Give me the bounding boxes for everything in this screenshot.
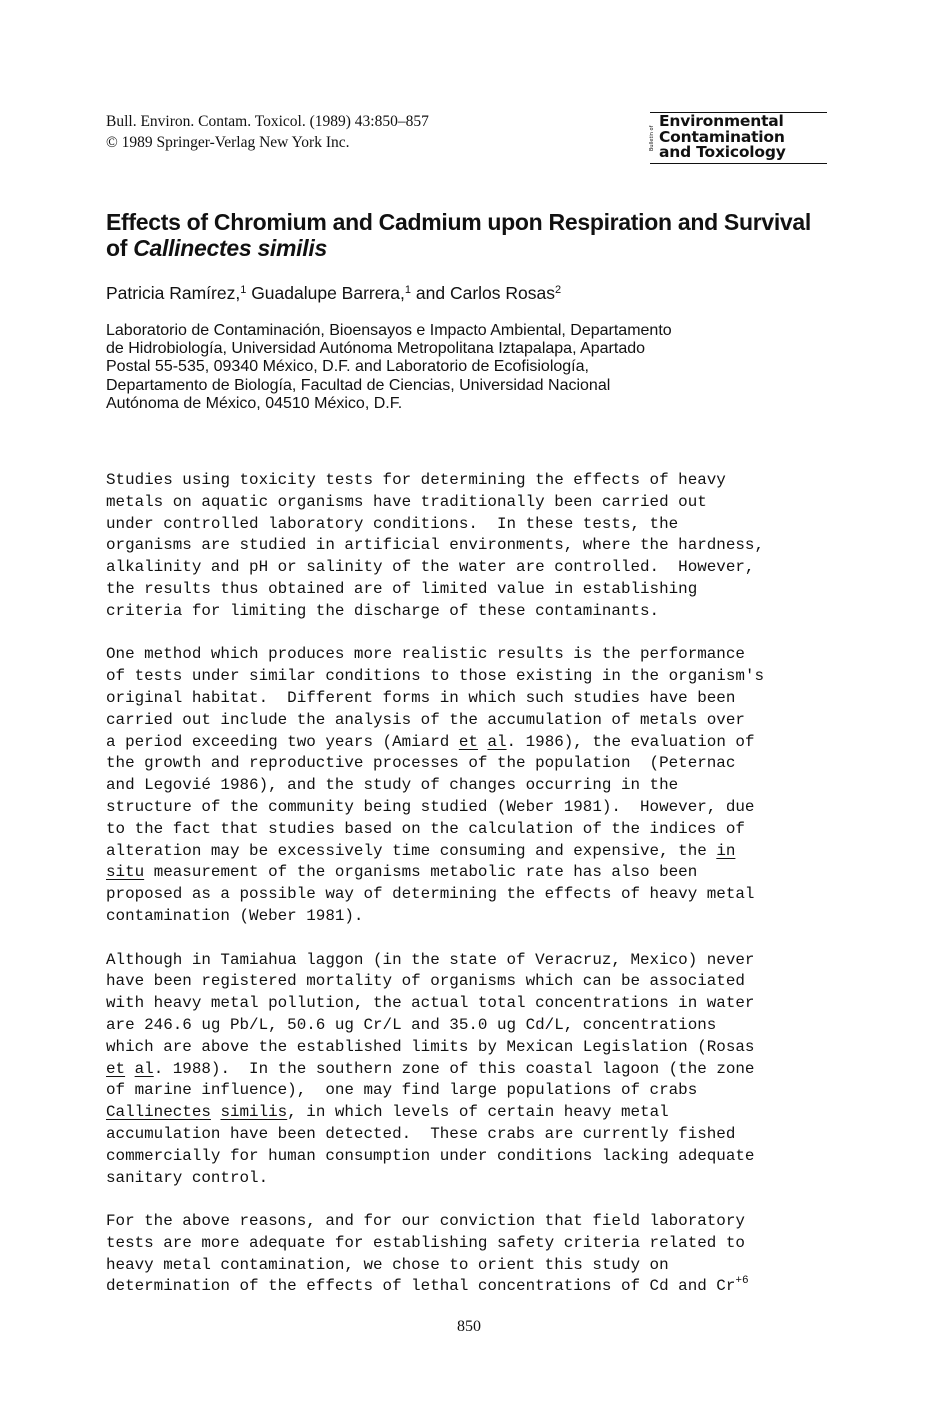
text-line xyxy=(106,1102,764,1124)
text-line xyxy=(106,862,764,884)
text-line: metals on aquatic organisms have traditionally been carried out xyxy=(106,492,707,511)
text-segment xyxy=(125,1060,135,1078)
logo-bottom-rule xyxy=(650,163,827,164)
paragraph-1 xyxy=(106,470,764,623)
text-segment: alteration may be excessively time consuming and expensive, the xyxy=(106,841,717,860)
text-line xyxy=(106,1059,764,1081)
text-line: criteria for limiting the discharge of these contaminants. xyxy=(106,601,660,620)
text-line: with heavy metal pollution, the actual total concentrations in water xyxy=(106,994,755,1013)
text-line xyxy=(106,1276,764,1298)
journal-logo xyxy=(650,112,827,164)
text-line: which are above the established limits by Mexican Legislation (Rosas xyxy=(106,1037,755,1056)
text-line xyxy=(106,841,764,863)
text-line: original habitat. Different forms in which such studies have been xyxy=(106,688,736,707)
affiliation-line: Autónoma de México, 04510 México, D.F. xyxy=(106,394,403,412)
author-name: Patricia Ramírez, xyxy=(106,283,241,303)
paragraph-4 xyxy=(106,1211,764,1298)
text-segment: measurement of the organisms metabolic rate has also been xyxy=(144,863,698,882)
text-segment: . 1986), the evaluation of xyxy=(506,732,755,751)
text-line: contamination (Weber 1981). xyxy=(106,906,364,925)
underlined-term: similis xyxy=(220,1103,288,1122)
text-line: Studies using toxicity tests for determining the effects of heavy xyxy=(106,471,726,489)
affiliation-mark: 1 xyxy=(404,284,412,296)
logo-side-text: Bulletin of xyxy=(649,125,655,151)
text-line: to the fact that studies based on the calculation of the indices of xyxy=(106,819,745,838)
article-title xyxy=(106,209,826,261)
affiliation-line: Laboratorio de Contaminación, Bioensayos e Impacto Ambiental, Departamento xyxy=(106,322,672,339)
paragraph-3 xyxy=(106,950,764,1190)
author-list xyxy=(106,282,561,304)
affiliation-line: Departamento de Biología, Facultad de Ciencias, Universidad Nacional xyxy=(106,376,611,394)
author-name: and Carlos Rosas xyxy=(411,283,555,303)
underlined-term: et xyxy=(106,1059,126,1078)
author-name: Guadalupe Barrera, xyxy=(246,283,405,303)
logo-line-3: and Toxicology xyxy=(659,143,786,161)
text-line: Although in Tamiahua laggon (in the state of Veracruz, Mexico) never xyxy=(106,950,755,969)
title-text: Effects of Chromium and Cadmium upon Respiration and Survival of xyxy=(106,209,812,261)
text-line: accumulation have been detected. These crabs are currently fished xyxy=(106,1124,736,1143)
text-line xyxy=(106,732,764,754)
text-line: sanitary control. xyxy=(106,1168,269,1187)
logo-line-2: Contamination xyxy=(659,127,785,146)
affiliation-mark: 1 xyxy=(240,284,247,296)
text-segment: determination of the effects of lethal concentrations of Cd and Cr xyxy=(106,1277,736,1296)
affiliation-block xyxy=(106,322,672,413)
text-line: of marine influence), one may find large populations of crabs xyxy=(106,1081,698,1100)
text-line: the growth and reproductive processes of the population (Peternac xyxy=(106,754,736,773)
text-line: alkalinity and pH or salinity of the water are controlled. However, xyxy=(106,558,755,577)
underlined-term: situ xyxy=(106,863,145,882)
text-line: For the above reasons, and for our conviction that field laboratory xyxy=(106,1212,745,1231)
text-line: organisms are studied in artificial environments, where the hardness, xyxy=(106,536,764,555)
text-line: of tests under similar conditions to those existing in the organism's xyxy=(106,667,764,686)
text-line: have been registered mortality of organisms which can be associated xyxy=(106,972,745,991)
paragraph-2 xyxy=(106,644,764,927)
text-line: heavy metal contamination, we chose to orient this study on xyxy=(106,1255,669,1274)
article-body xyxy=(106,470,764,1320)
text-segment: a period exceeding two years (Amiard xyxy=(106,732,459,751)
superscript: +6 xyxy=(735,1275,749,1288)
text-line: structure of the community being studied (Weber 1981). However, due xyxy=(106,797,755,816)
affiliation-line: de Hidrobiología, Universidad Autónoma Metropolitana Iztapalapa, Apartado xyxy=(106,340,646,358)
logo-line-1: Environmental xyxy=(659,112,784,130)
text-line: proposed as a possible way of determining the effects of heavy metal xyxy=(106,885,755,904)
citation-header xyxy=(106,111,429,153)
text-line: are 246.6 ug Pb/L, 50.6 ug Cr/L and 35.0 ug Cd/L, concentrations xyxy=(106,1015,717,1034)
text-line: tests are more adequate for establishing safety criteria related to xyxy=(106,1233,745,1252)
text-line: carried out include the analysis of the accumulation of metals over xyxy=(106,710,745,729)
text-line: under controlled laboratory conditions. In these tests, the xyxy=(106,514,679,533)
text-segment: , in which levels of certain heavy metal xyxy=(287,1103,669,1122)
text-segment: . 1988). In the southern zone of this coastal lagoon (the zone xyxy=(153,1059,755,1078)
affiliation-mark: 2 xyxy=(555,284,562,296)
page-number: 850 xyxy=(457,1318,481,1335)
text-line: One method which produces more realistic results is the performance xyxy=(106,645,745,664)
underlined-term: in xyxy=(716,841,736,860)
copyright-line: © 1989 Springer-Verlag New York Inc. xyxy=(106,134,350,151)
affiliation-line: Postal 55-535, 09340 México, D.F. and Laboratorio de Ecofisiología, xyxy=(106,358,589,376)
underlined-term: al xyxy=(134,1059,154,1078)
underlined-term: Callinectes xyxy=(106,1103,211,1122)
text-line: commercially for human consumption under conditions lacking adequate xyxy=(106,1146,755,1165)
underlined-term: al xyxy=(487,732,507,751)
text-line: the results thus obtained are of limited value in establishing xyxy=(106,579,698,598)
citation-line: Bull. Environ. Contam. Toxicol. (1989) 43:850–857 xyxy=(106,113,429,130)
underlined-term: et xyxy=(458,732,478,751)
text-line: and Legovié 1986), and the study of changes occurring in the xyxy=(106,776,679,795)
title-species: Callinectes similis xyxy=(133,235,327,261)
